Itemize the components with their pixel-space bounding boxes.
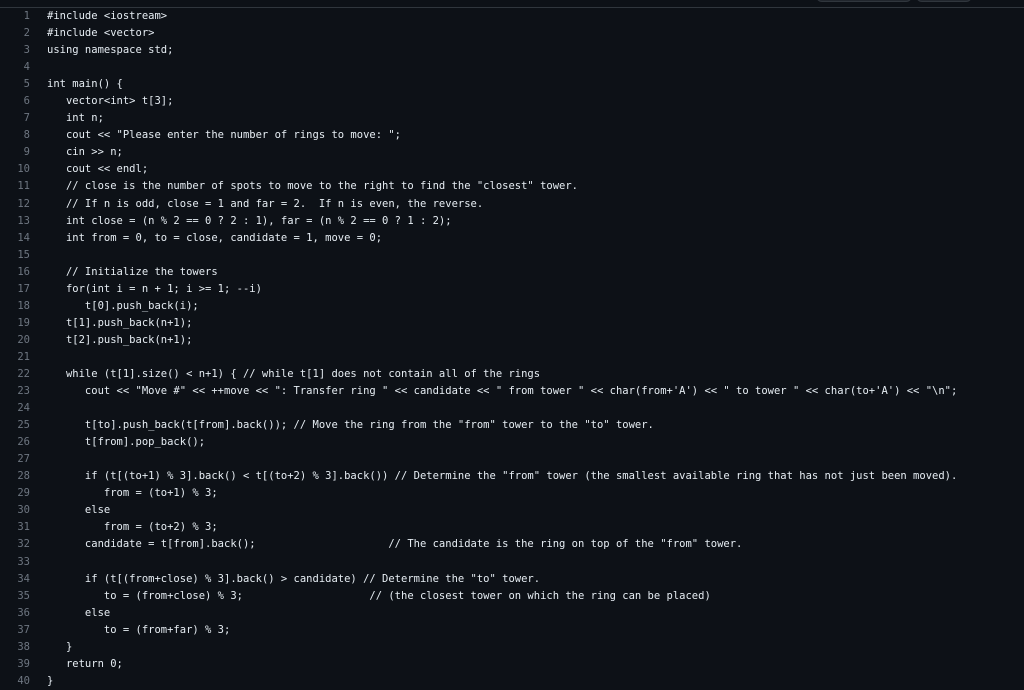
code-line — [0, 213, 1024, 230]
line-code: while (t[1].size() < n+1) { // while t[1] does not contain all of the rings — [47, 367, 541, 380]
line-code: from = (to+2) % 3; — [47, 521, 218, 534]
code-line — [0, 332, 1024, 349]
line-code: int close = (n % 2 == 0 ? 2 : 1), far = (n % 2 == 0 ? 1 : 2); — [47, 214, 452, 227]
line-code: // close is the number of spots to move to the right to find the "closest" tower. — [47, 180, 579, 193]
line-number[interactable]: 18 — [17, 299, 30, 312]
line-number[interactable]: 25 — [17, 419, 30, 432]
code-line — [0, 8, 1024, 25]
code-line — [0, 59, 1024, 76]
line-code: int from = 0, to = close, candidate = 1, move = 0; — [47, 231, 383, 244]
line-number[interactable]: 33 — [17, 555, 30, 568]
line-number[interactable]: 22 — [17, 367, 30, 380]
code-line — [0, 434, 1024, 451]
line-code: cin >> n; — [47, 146, 123, 159]
line-number[interactable]: 4 — [23, 61, 30, 74]
code-line — [0, 468, 1024, 485]
line-number[interactable]: 13 — [17, 214, 30, 227]
line-number[interactable]: 31 — [17, 521, 30, 534]
line-number[interactable]: 38 — [17, 640, 30, 653]
line-code: #include <vector> — [47, 27, 155, 40]
line-number[interactable]: 10 — [17, 163, 30, 176]
line-number[interactable]: 17 — [17, 282, 30, 295]
line-number[interactable]: 23 — [17, 385, 30, 398]
line-number[interactable]: 28 — [17, 470, 30, 483]
line-code: else — [47, 606, 111, 619]
code-line — [0, 519, 1024, 536]
line-number[interactable]: 20 — [17, 333, 30, 346]
line-code: else — [47, 504, 111, 517]
file-toolbar — [0, 0, 1024, 8]
line-code: t[from].pop_back(); — [47, 436, 206, 449]
line-number[interactable]: 26 — [17, 436, 30, 449]
line-code: from = (to+1) % 3; — [47, 487, 218, 500]
line-number[interactable]: 36 — [17, 606, 30, 619]
code-line — [0, 536, 1024, 553]
line-number[interactable]: 6 — [23, 95, 30, 108]
toolbar-button[interactable] — [816, 0, 912, 2]
code-line — [0, 144, 1024, 161]
line-number[interactable]: 8 — [23, 129, 30, 142]
line-number[interactable]: 30 — [17, 504, 30, 517]
line-code: cout << "Please enter the number of rings to move: "; — [47, 129, 402, 142]
code-line — [0, 281, 1024, 298]
line-number[interactable]: 3 — [23, 44, 30, 57]
code-line — [0, 93, 1024, 110]
line-number[interactable]: 9 — [23, 146, 30, 159]
line-number[interactable]: 21 — [17, 350, 30, 363]
line-number[interactable]: 7 — [23, 112, 30, 125]
line-number[interactable]: 11 — [17, 180, 30, 193]
code-line — [0, 622, 1024, 639]
code-line — [0, 196, 1024, 213]
code-line — [0, 605, 1024, 622]
line-number[interactable]: 12 — [17, 197, 30, 210]
code-line — [0, 25, 1024, 42]
line-code: candidate = t[from].back(); // The candidate is the ring on top of the "from" tower. — [47, 538, 743, 551]
code-line — [0, 639, 1024, 656]
code-line — [0, 349, 1024, 366]
line-number[interactable]: 2 — [23, 27, 30, 40]
line-code: } — [47, 674, 54, 687]
line-code: } — [47, 640, 73, 653]
code-line — [0, 110, 1024, 127]
code-line — [0, 161, 1024, 178]
toolbar-button[interactable] — [916, 0, 972, 2]
code-line — [0, 298, 1024, 315]
line-code: #include <iostream> — [47, 10, 168, 22]
line-code: if (t[(from+close) % 3].back() > candidate) // Determine the "to" tower. — [47, 572, 541, 585]
line-code: for(int i = n + 1; i >= 1; --i) — [47, 282, 262, 295]
code-line — [0, 127, 1024, 144]
line-code: // Initialize the towers — [47, 265, 218, 278]
line-code: int n; — [47, 112, 104, 125]
line-code: using namespace std; — [47, 44, 174, 57]
code-line — [0, 502, 1024, 519]
code-line — [0, 554, 1024, 571]
code-line — [0, 451, 1024, 468]
line-code: to = (from+far) % 3; — [47, 623, 231, 636]
line-number[interactable]: 29 — [17, 487, 30, 500]
code-line — [0, 247, 1024, 264]
line-code: if (t[(to+1) % 3].back() < t[(to+2) % 3].back()) // Determine the "from" tower (the smallest available ring that has not just been moved). — [47, 470, 958, 483]
line-number[interactable]: 5 — [23, 78, 30, 91]
line-number[interactable]: 16 — [17, 265, 30, 278]
line-code: t[0].push_back(i); — [47, 299, 199, 312]
code-line — [0, 42, 1024, 59]
code-line — [0, 571, 1024, 588]
line-number[interactable]: 35 — [17, 589, 30, 602]
code-line — [0, 230, 1024, 247]
line-number[interactable]: 24 — [17, 402, 30, 415]
line-code: cout << endl; — [47, 163, 149, 176]
line-number[interactable]: 14 — [17, 231, 30, 244]
line-number[interactable]: 1 — [23, 10, 30, 22]
line-code: int main() { — [47, 78, 123, 91]
code-line — [0, 264, 1024, 281]
code-line — [0, 400, 1024, 417]
code-view — [0, 8, 1024, 690]
code-line — [0, 673, 1024, 690]
line-code: // If n is odd, close = 1 and far = 2. If n is even, the reverse. — [47, 197, 484, 210]
line-code: vector<int> t[3]; — [47, 95, 174, 108]
code-line — [0, 315, 1024, 332]
code-line — [0, 588, 1024, 605]
line-number[interactable]: 15 — [17, 248, 30, 261]
code-line — [0, 656, 1024, 673]
line-number[interactable]: 37 — [17, 623, 30, 636]
code-line — [0, 366, 1024, 383]
line-number[interactable]: 27 — [17, 453, 30, 466]
line-code: return 0; — [47, 657, 123, 670]
line-number[interactable]: 40 — [17, 674, 30, 687]
line-number[interactable]: 32 — [17, 538, 30, 551]
code-line — [0, 485, 1024, 502]
code-line — [0, 178, 1024, 195]
line-number[interactable]: 34 — [17, 572, 30, 585]
line-code: t[1].push_back(n+1); — [47, 316, 193, 329]
code-line — [0, 76, 1024, 93]
line-code: t[2].push_back(n+1); — [47, 333, 193, 346]
code-line — [0, 417, 1024, 434]
line-number[interactable]: 19 — [17, 316, 30, 329]
code-line — [0, 383, 1024, 400]
line-number[interactable]: 39 — [17, 657, 30, 670]
line-code: cout << "Move #" << ++move << ": Transfer ring " << candidate << " from tower " << char(from+'A') << " to tower " << char(to+'A') << "\n"; — [47, 385, 958, 398]
line-code: t[to].push_back(t[from].back()); // Move the ring from the "from" tower to the "to" tower. — [47, 419, 654, 432]
line-code: to = (from+close) % 3; // (the closest tower on which the ring can be placed) — [47, 589, 711, 602]
